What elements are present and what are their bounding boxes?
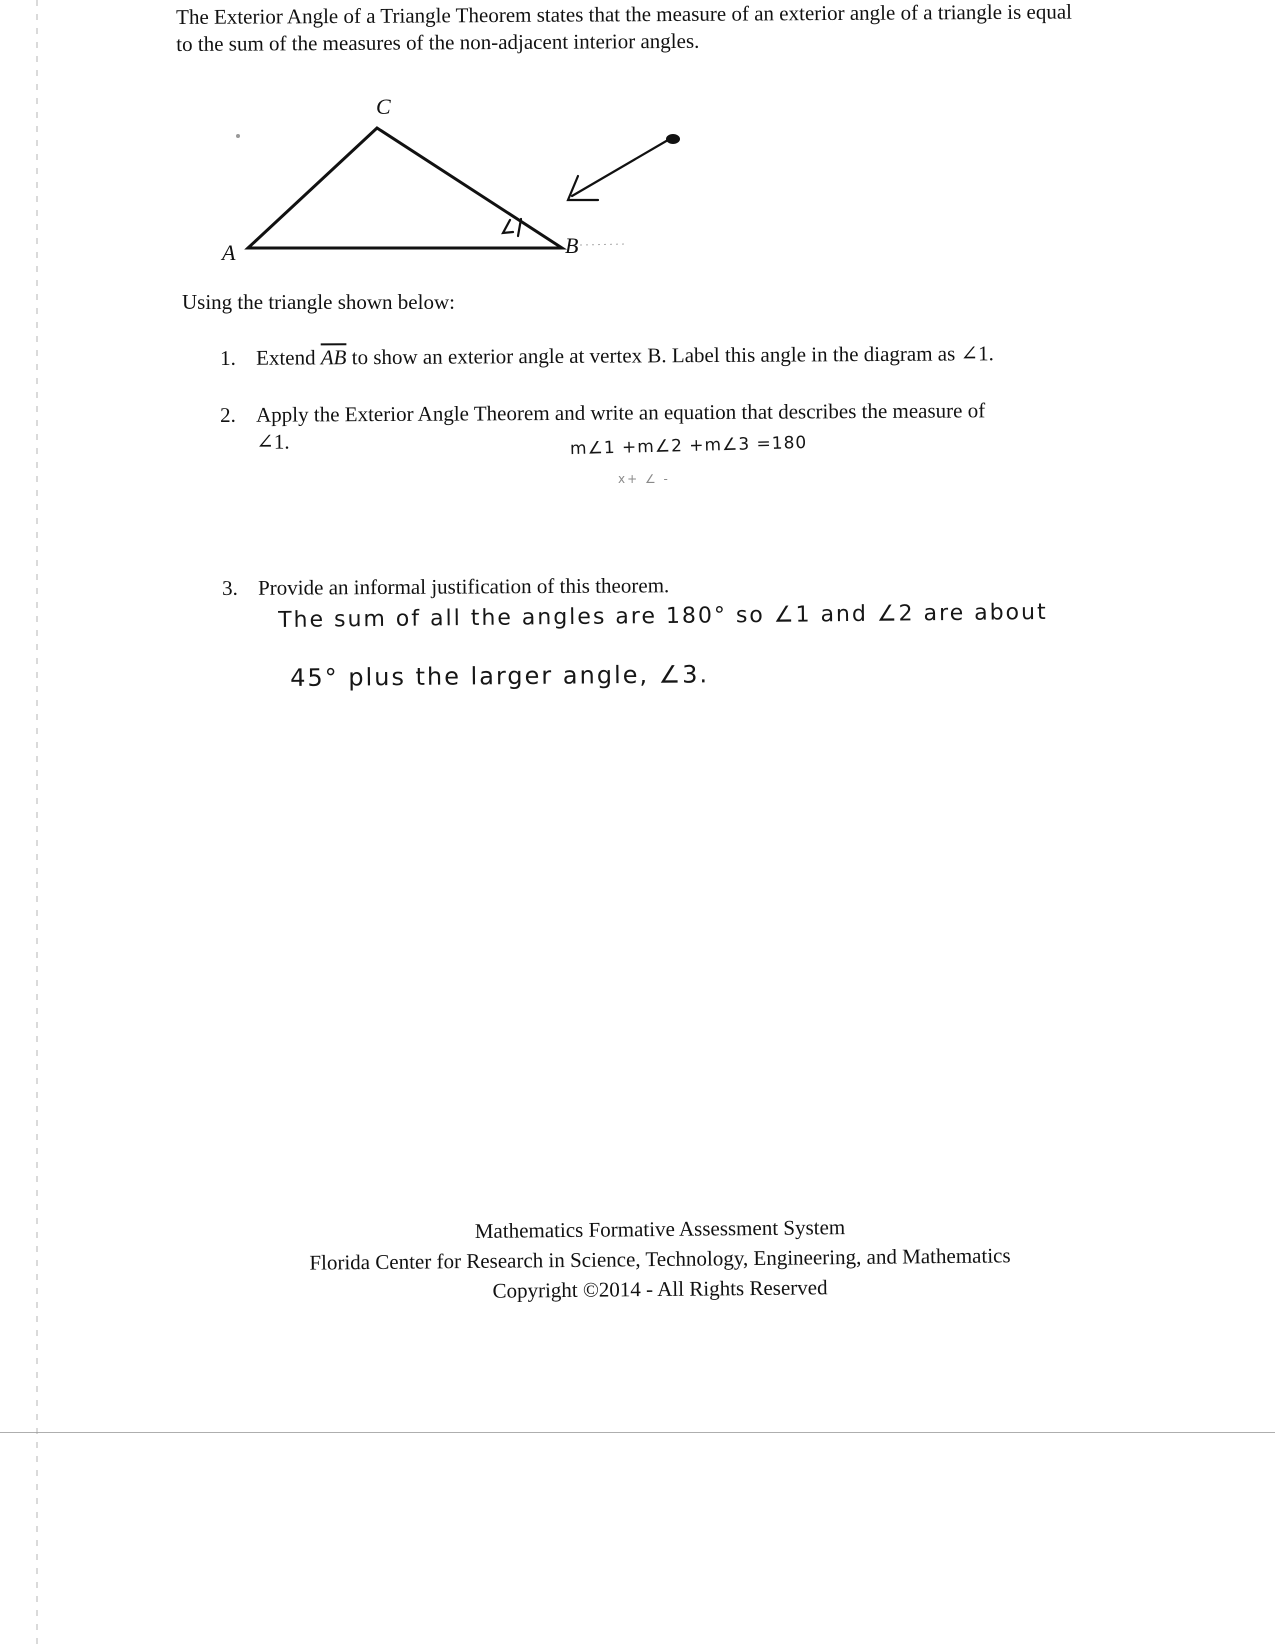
question-text: Apply the Exterior Angle Theorem and write an equation that describes the measure of <box>256 398 986 427</box>
faint-extension-trace <box>580 244 625 245</box>
question-text: Provide an informal justification of this theorem. <box>258 573 670 600</box>
triangle-abc <box>248 128 562 248</box>
question-text-cont: ∠1. <box>256 429 290 454</box>
question-text: Extend <box>256 345 321 370</box>
triangle-diagram <box>0 0 1275 300</box>
question-text-cont: to show an exterior angle at vertex B. Label this angle in the diagram as ∠1. <box>346 341 994 370</box>
handwritten-answer-line-2: 45° plus the larger angle, ∠3. <box>290 660 710 692</box>
question-3 <box>222 570 1102 602</box>
question-number: 3. <box>222 575 238 600</box>
theorem-statement: The Exterior Angle of a Triangle Theorem states that the measure of an exterior angle of a triangle is equal to the sum of the measures of the non-adjacent interior angles. <box>176 0 1073 56</box>
footer-organization: Florida Center for Research in Science, Technology, Engineering, and Mathematics <box>309 1243 1011 1275</box>
scan-fold-line <box>0 1432 1275 1433</box>
arrow-ink-dot <box>666 134 680 144</box>
vertex-label-a: A <box>222 240 236 265</box>
angle-mark-near-b <box>503 219 521 236</box>
question-number: 1. <box>220 345 236 370</box>
vertex-label-b: B <box>565 233 579 258</box>
segment-ab: $\overline{AB}$ <box>320 345 347 370</box>
handwritten-answer-line-1: The sum of all the angles are 180° so ∠1 and ∠2 are about <box>278 599 1048 633</box>
handwritten-equation: m∠1 +m∠2 +m∠3 =180 <box>569 432 808 460</box>
footer-copyright: Copyright ©2014 - All Rights Reserved <box>492 1275 828 1303</box>
scan-speck <box>236 134 240 138</box>
arrow-annotation <box>568 140 668 200</box>
question-1 <box>220 340 1120 372</box>
instructions-prompt: Using the triangle shown below: <box>182 290 455 314</box>
question-number: 2. <box>220 402 236 427</box>
footer-system-name: Mathematics Formative Assessment System <box>474 1215 846 1243</box>
handwritten-scribble: x+ ∠ - <box>618 472 670 486</box>
vertex-label-c: C <box>376 94 391 119</box>
